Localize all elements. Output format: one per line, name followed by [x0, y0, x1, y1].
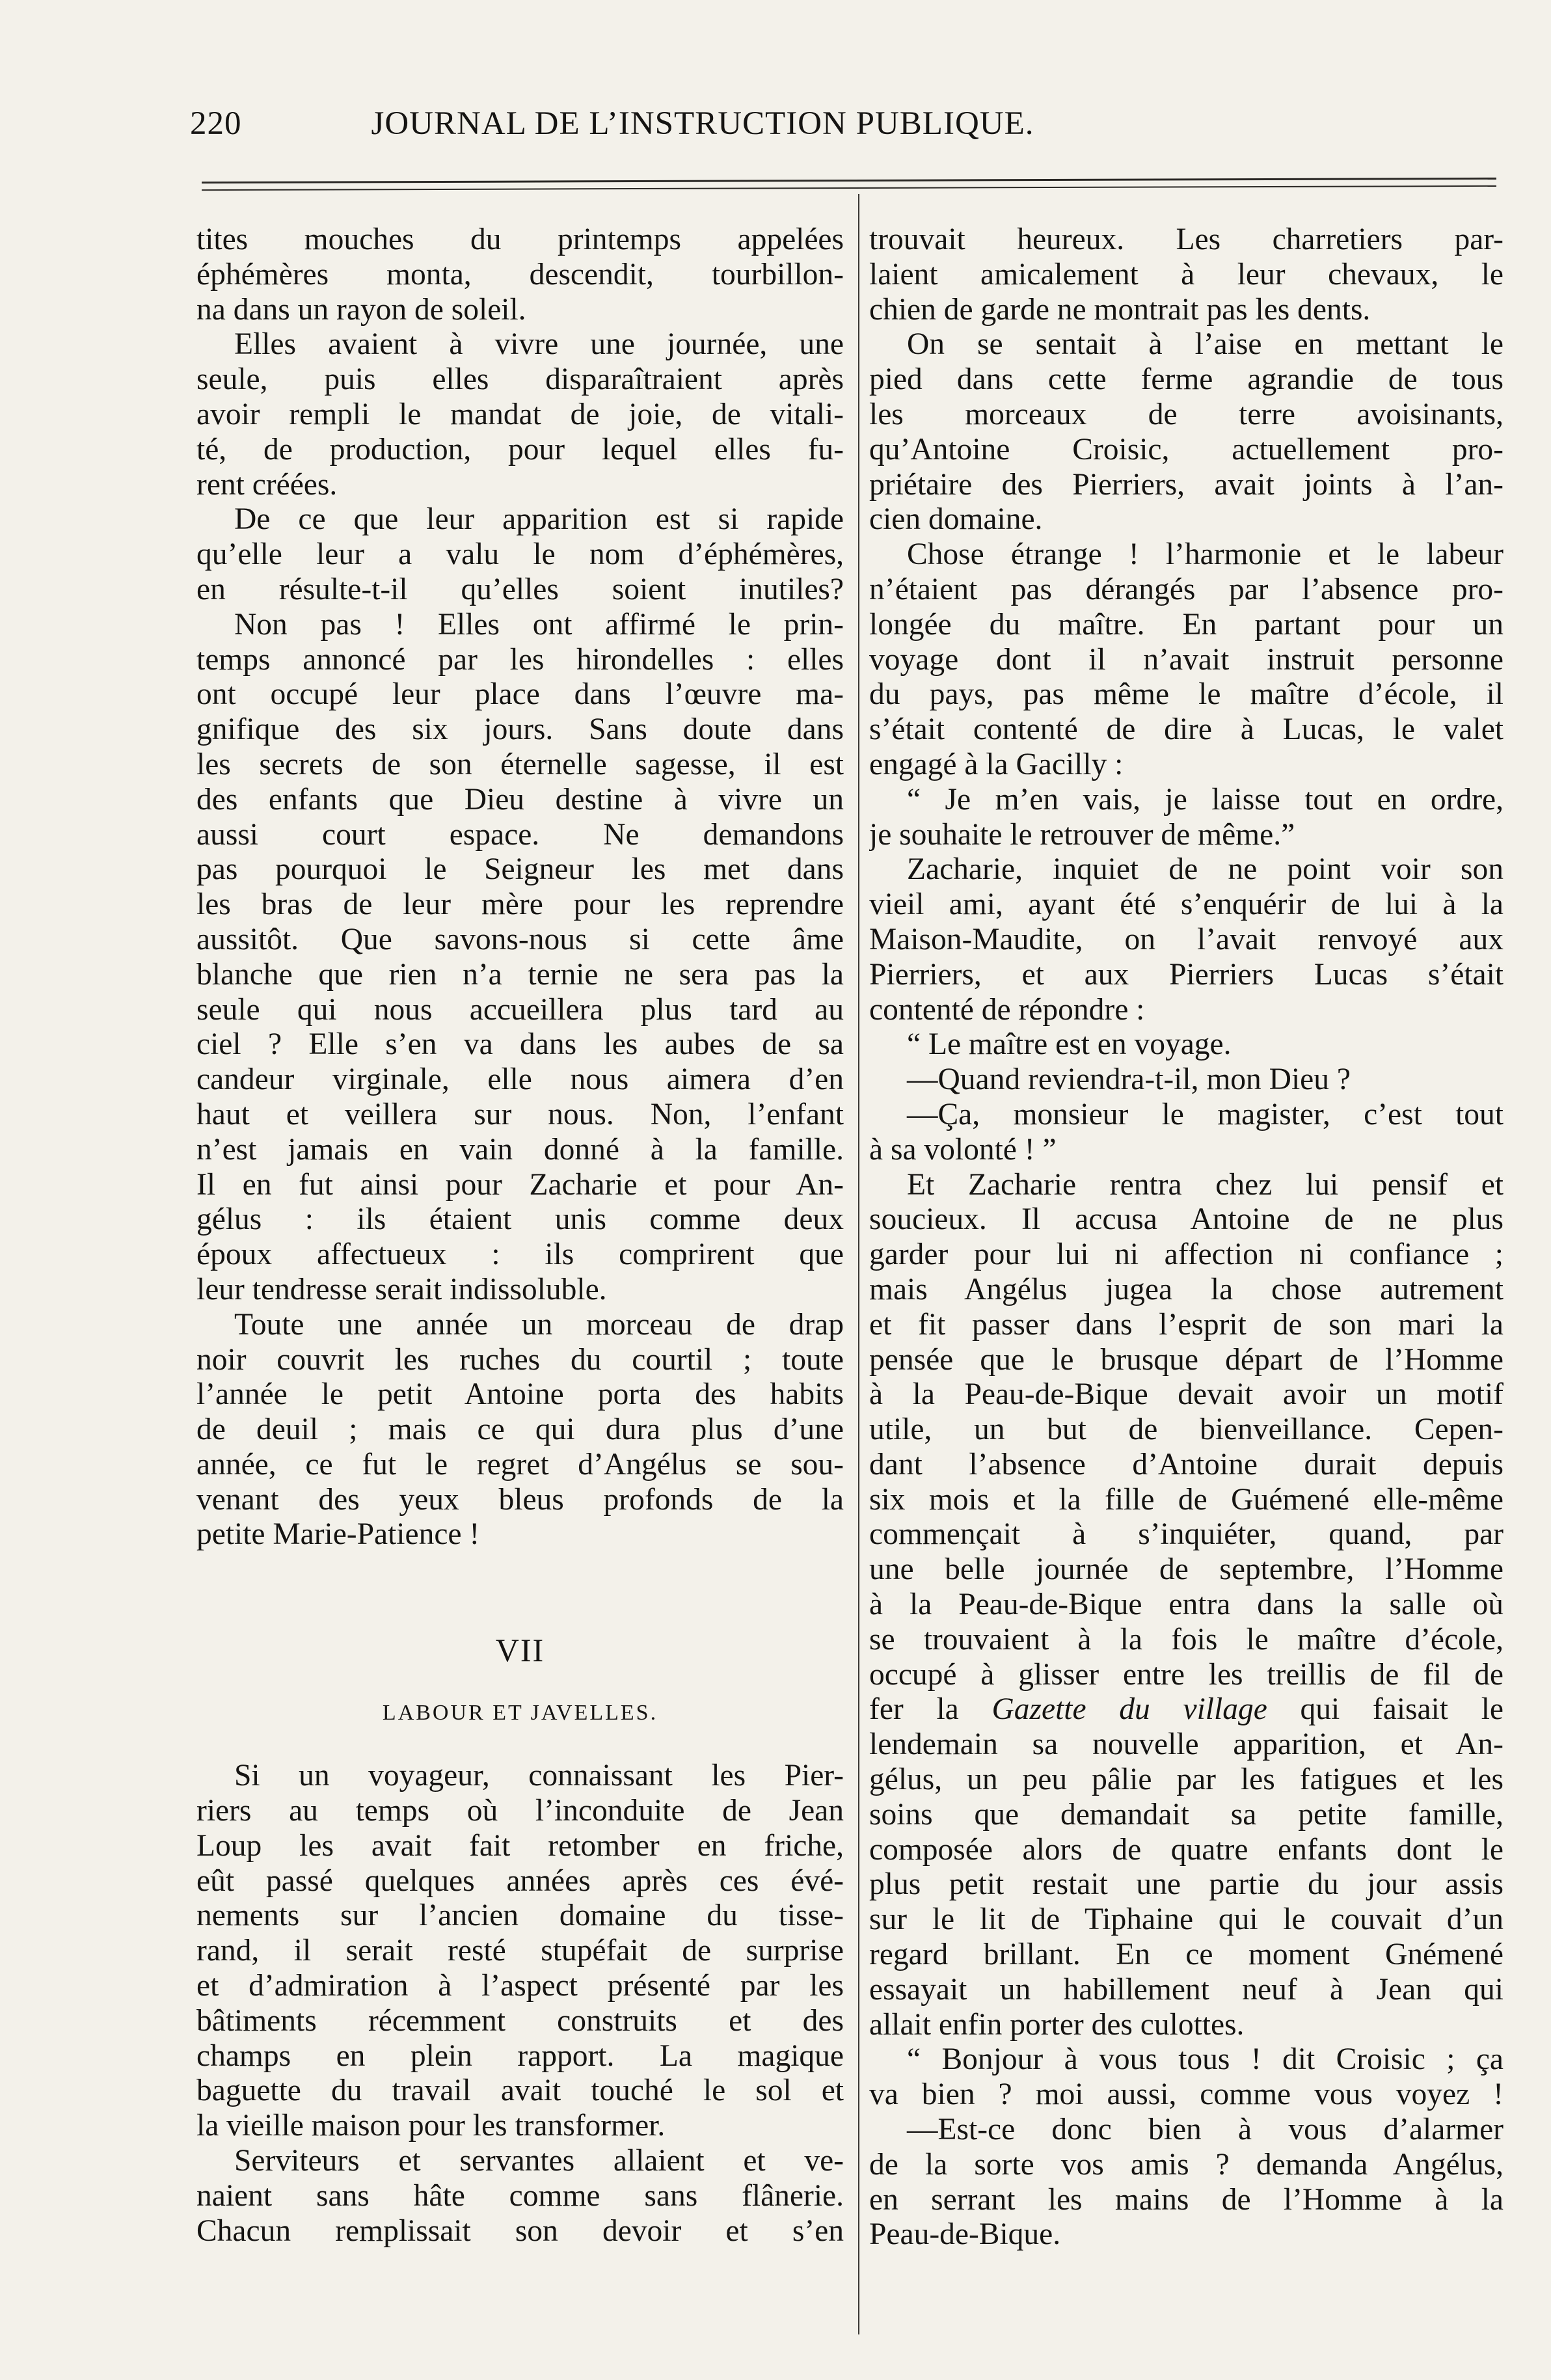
column-divider [858, 194, 859, 2334]
text-line: garder pour lui ni affection ni confiance ; [869, 1237, 1504, 1272]
text-line: Peau-de-Bique. [869, 2217, 1061, 2252]
text-line: commençait à s’inquiéter, quand, par [869, 1517, 1504, 1552]
text-line: pied dans cette ferme agrandie de tous [869, 362, 1504, 397]
text-line: une belle journée de septembre, l’Homme [869, 1552, 1504, 1587]
text-line: candeur virginale, elle nous aimera d’en [196, 1062, 844, 1097]
gazette-line-before: fer la [869, 1692, 992, 1727]
text-line: soins que demandait sa petite famille, [869, 1797, 1504, 1832]
text-line: Toute une année un morceau de drap [234, 1307, 844, 1342]
text-line: seule qui nous accueillera plus tard au [196, 992, 844, 1027]
text-line: baguette du travail avait touché le sol et [196, 2074, 844, 2108]
text-line: à sa volonté ! ” [869, 1132, 1057, 1167]
text-line: gélus : ils étaient unis comme deux [196, 1202, 844, 1237]
text-line: de la sorte vos amis ? demanda Angélus, [869, 2147, 1504, 2182]
text-line: aussitôt. Que savons-nous si cette âme [196, 922, 844, 956]
text-line: six mois et la fille de Guémené elle-même [869, 1482, 1504, 1517]
text-line: Si un voyageur, connaissant les Pier- [234, 1759, 844, 1793]
page-number: 220 [190, 105, 242, 142]
right-column [869, 223, 1504, 2252]
text-line: trouvait heureux. Les charretiers par- [869, 223, 1504, 256]
text-line: n’étaient pas dérangés par l’absence pro- [869, 572, 1504, 606]
text-line: en résulte-t-il qu’elles soient inutiles? [196, 572, 844, 606]
text-line: haut et veillera sur nous. Non, l’enfant [196, 1097, 844, 1131]
text-line: composée alors de quatre enfants dont le [869, 1832, 1504, 1867]
text-line: se trouvaient à la fois le maître d’école, [869, 1622, 1504, 1657]
left-text-block-1 [196, 223, 844, 1552]
text-line: gnifique des six jours. Sans doute dans [196, 712, 844, 747]
text-line: naient sans hâte comme sans flânerie. [196, 2178, 844, 2213]
text-line: va bien ? moi aussi, comme vous voyez ! [869, 2077, 1504, 2112]
text-line: riers au temps où l’inconduite de Jean [196, 1794, 844, 1828]
text-line: à la Peau-de-Bique devait avoir un motif [869, 1377, 1504, 1412]
right-text-block-1 [869, 223, 1504, 1692]
text-line: époux affectueux : ils comprirent que [196, 1237, 844, 1272]
left-text-block-2 [196, 1759, 844, 2249]
text-line: et d’admiration à l’aspect présenté par les [196, 1969, 844, 2003]
text-line: Zacharie, inquiet de ne point voir son [907, 852, 1504, 887]
gazette-line-after: qui faisait le [1267, 1692, 1504, 1727]
text-line: essayait un habillement neuf à Jean qui [869, 1972, 1504, 2007]
text-line: dant l’absence d’Antoine durait depuis [869, 1447, 1504, 1481]
journal-title: JOURNAL DE L’INSTRUCTION PUBLIQUE. [371, 105, 1034, 142]
section-gap [196, 1733, 844, 1759]
text-line: pas pourquoi le Seigneur les met dans [196, 852, 844, 887]
text-line: Chacun remplissait son devoir et s’en [196, 2213, 844, 2248]
text-line: “ Le maître est en voyage. [907, 1027, 1232, 1062]
text-line: je souhaite le retrouver de même.” [869, 817, 1295, 852]
text-line: cien domaine. [869, 502, 1043, 537]
text-line: contenté de répondre : [869, 992, 1145, 1027]
text-line: engagé à la Gacilly : [869, 747, 1124, 781]
text-line: qu’elle leur a valu le nom d’éphémères, [196, 537, 844, 572]
text-line: temps annoncé par les hirondelles : elles [196, 642, 844, 677]
text-line: les morceaux de terre avoisinants, [869, 397, 1504, 431]
text-line: rand, il serait resté stupéfait de surprise [196, 1934, 844, 1968]
text-line: Loup les avait fait retomber en friche, [196, 1828, 844, 1863]
text-line: occupé à glisser entre les treillis de fil de [869, 1657, 1504, 1692]
text-line: leur tendresse serait indissoluble. [196, 1272, 607, 1306]
text-line: De ce que leur apparition est si rapide [234, 502, 844, 537]
text-line: Serviteurs et servantes allaient et ve- [234, 2144, 844, 2178]
text-line: avoir rempli le mandat de joie, de vitali- [196, 397, 844, 431]
text-line: gélus, un peu pâlie par les fatigues et les [869, 1763, 1504, 1797]
text-line-gazette [869, 1692, 1504, 1727]
text-line: en serrant les mains de l’Homme à la [869, 2182, 1504, 2217]
text-line: à la Peau-de-Bique entra dans la salle où [869, 1588, 1504, 1622]
gazette-title: Gazette du village [991, 1692, 1267, 1727]
text-line: ciel ? Elle s’en va dans les aubes de sa [196, 1027, 844, 1062]
text-line: qu’Antoine Croisic, actuellement pro- [869, 432, 1504, 467]
text-line: les bras de leur mère pour les reprendre [196, 887, 844, 922]
text-line: seule, puis elles disparaîtraient après [196, 362, 844, 397]
text-line: venant des yeux bleus profonds de la [196, 1482, 844, 1517]
text-line: Elles avaient à vivre une journée, une [234, 327, 844, 362]
text-line: “ Bonjour à vous tous ! dit Croisic ; ça [907, 2042, 1504, 2077]
text-line: l’année le petit Antoine porta des habits [196, 1377, 844, 1412]
text-line: la vieille maison pour les transformer. [196, 2109, 666, 2143]
text-line: des enfants que Dieu destine à vivre un [196, 782, 844, 817]
text-line: pensée que le brusque départ de l’Homme [869, 1342, 1504, 1377]
text-line: ont occupé leur place dans l’œuvre ma- [196, 677, 844, 712]
text-line: laient amicalement à leur chevaux, le [869, 257, 1504, 291]
text-line: petite Marie-Patience ! [196, 1517, 480, 1552]
left-column [196, 223, 844, 2249]
text-line: blanche que rien n’a ternie ne sera pas la [196, 957, 844, 992]
text-line: Maison-Maudite, on l’avait renvoyé aux [869, 922, 1504, 956]
text-line: —Est-ce donc bien à vous d’alarmer [907, 2113, 1504, 2147]
text-line: aussi court espace. Ne demandons [196, 817, 844, 852]
text-line: bâtiments récemment construits et des [196, 2003, 844, 2038]
text-line: lendemain sa nouvelle apparition, et An- [869, 1727, 1504, 1762]
text-line: Pierriers, et aux Pierriers Lucas s’était [869, 957, 1504, 992]
text-line: du pays, pas même le maître d’école, il [869, 677, 1504, 712]
text-line: chien de garde ne montrait pas les dents. [869, 292, 1371, 327]
header-rule-thick [202, 178, 1496, 183]
page-header [190, 98, 1215, 150]
text-line: utile, un but de bienveillance. Cepen- [869, 1413, 1504, 1447]
text-line: plus petit restait une partie du jour assis [869, 1867, 1504, 1902]
text-line: allait enfin porter des culottes. [869, 2007, 1245, 2042]
text-line: Il en fut ainsi pour Zacharie et pour An- [196, 1167, 844, 1202]
section-number: VII [495, 1632, 545, 1669]
text-line: de deuil ; mais ce qui dura plus d’une [196, 1413, 844, 1447]
text-line: longée du maître. En partant pour un [869, 607, 1504, 642]
text-line: noir couvrit les ruches du courtil ; toute [196, 1342, 844, 1377]
text-line: sur le lit de Tiphaine qui le couvait d’un [869, 1902, 1504, 1937]
text-line: et fit passer dans l’esprit de son mari la [869, 1307, 1504, 1342]
text-line: —Quand reviendra-t-il, mon Dieu ? [907, 1062, 1351, 1097]
text-line: s’était contenté de dire à Lucas, le valet [869, 712, 1504, 747]
text-line: eût passé quelques années après ces évé- [196, 1863, 844, 1898]
text-line: Non pas ! Elles ont affirmé le prin- [234, 607, 844, 642]
section-title: LABOUR ET JAVELLES. [382, 1701, 658, 1725]
text-line: année, ce fut le regret d’Angélus se sou- [196, 1447, 844, 1481]
text-line: champs en plein rapport. La magique [196, 2038, 844, 2073]
text-line: Chose étrange ! l’harmonie et le labeur [907, 537, 1504, 572]
text-line: priétaire des Pierriers, avait joints à l’an- [869, 467, 1504, 502]
text-line: té, de production, pour lequel elles fu- [196, 432, 844, 467]
text-line: vieil ami, ayant été s’enquérir de lui à la [869, 887, 1504, 922]
text-line: éphémères monta, descendit, tourbillon- [196, 257, 844, 291]
text-line: On se sentait à l’aise en mettant le [907, 327, 1504, 362]
text-line: —Ça, monsieur le magister, c’est tout [907, 1097, 1504, 1131]
text-line: rent créées. [196, 467, 338, 502]
text-line: soucieux. Il accusa Antoine de ne plus [869, 1202, 1504, 1237]
text-line: tites mouches du printemps appelées [196, 223, 844, 256]
text-line: regard brillant. En ce moment Gnémené [869, 1938, 1504, 1972]
text-line: “ Je m’en vais, je laisse tout en ordre, [907, 782, 1504, 817]
text-line: n’est jamais en vain donné à la famille. [196, 1132, 844, 1167]
text-line: Et Zacharie rentra chez lui pensif et [907, 1167, 1504, 1202]
text-line: voyage dont il n’avait instruit personne [869, 642, 1504, 677]
text-line: mais Angélus jugea la chose autrement [869, 1272, 1504, 1306]
header-rule-thin [202, 185, 1496, 191]
right-text-block-2 [869, 1727, 1504, 2252]
text-line: na dans un rayon de soleil. [196, 292, 526, 327]
text-line: les secrets de son éternelle sagesse, il est [196, 747, 844, 781]
text-line: nements sur l’ancien domaine du tisse- [196, 1899, 844, 1933]
